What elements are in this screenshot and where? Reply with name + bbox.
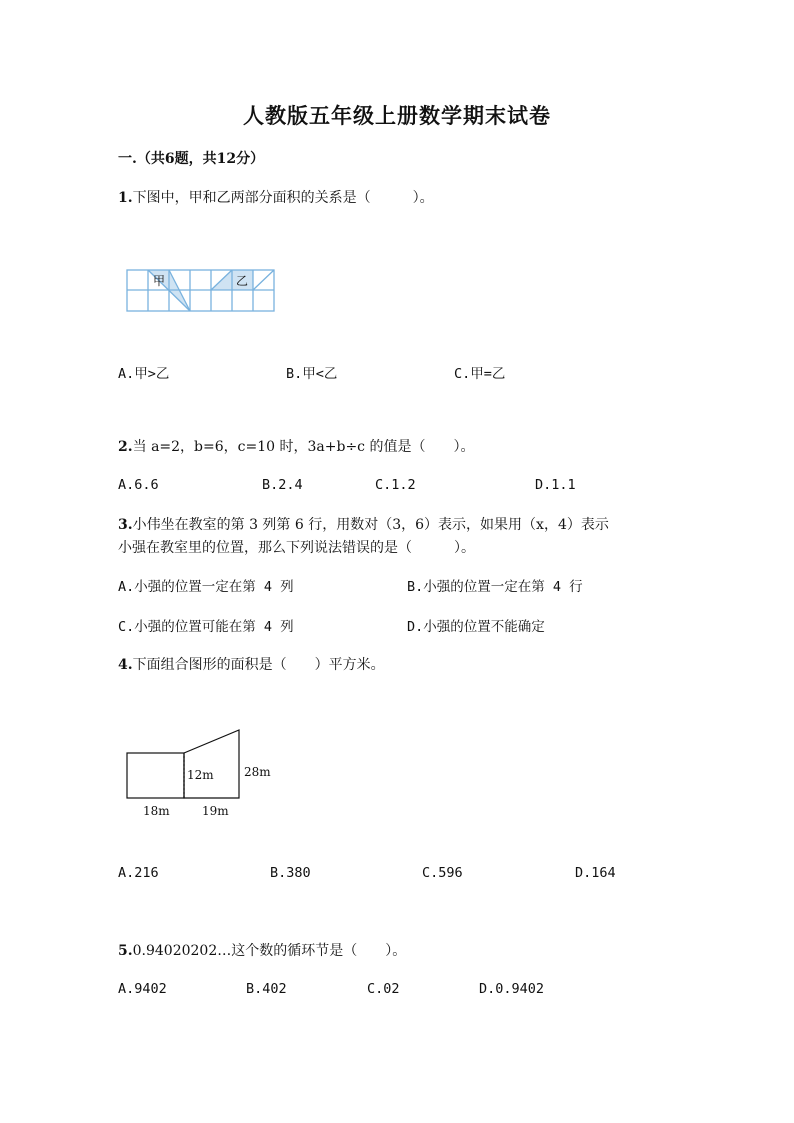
question-3-text-line2: 小强在教室里的位置，那么下列说法错误的是（ ）。	[118, 540, 475, 556]
q2-option-a[interactable]: A.6.6	[118, 477, 159, 493]
question-2-text: 当 a=2，b=6，c=10 时，3a+b÷c 的值是（ ）。	[132, 439, 475, 455]
question-3-number: 3.	[118, 517, 133, 533]
question-2	[118, 436, 474, 456]
q4-option-d[interactable]: D.164	[575, 865, 616, 881]
q3-option-c[interactable]: C.小强的位置可能在第 4 列	[118, 619, 294, 635]
grid-figure	[126, 268, 278, 314]
question-5-text: 0.94020202…这个数的循环节是（ ）。	[132, 943, 407, 959]
q4-option-c[interactable]: C.596	[422, 865, 463, 881]
question-1-number: 1.	[118, 190, 133, 206]
q3-option-d[interactable]: D.小强的位置不能确定	[407, 619, 545, 635]
question-3	[118, 514, 609, 534]
q1-option-a[interactable]: A.甲>乙	[118, 366, 170, 382]
question-4	[118, 654, 385, 674]
rectangle-part	[127, 753, 184, 798]
q4-option-b[interactable]: B.380	[270, 865, 311, 881]
question-4-number: 4.	[118, 657, 133, 673]
dim-base-left: 18m	[143, 804, 170, 818]
q4-option-a[interactable]: A.216	[118, 865, 159, 881]
composite-figure	[120, 726, 280, 820]
question-5-number: 5.	[118, 943, 133, 959]
question-1-text: 下图中，甲和乙两部分面积的关系是（ ）。	[132, 190, 434, 206]
dim-base-right: 19m	[202, 804, 229, 818]
q5-option-b[interactable]: B.402	[246, 981, 287, 997]
q3-option-b[interactable]: B.小强的位置一定在第 4 行	[407, 579, 583, 595]
q2-option-b[interactable]: B.2.4	[262, 477, 303, 493]
q5-option-a[interactable]: A.9402	[118, 981, 167, 997]
dim-height-left: 12m	[187, 768, 214, 782]
q3-option-a[interactable]: A.小强的位置一定在第 4 列	[118, 579, 294, 595]
dim-height-right: 28m	[244, 765, 271, 779]
label-b: 乙	[236, 274, 249, 288]
label-a: 甲	[153, 274, 166, 288]
q2-option-d[interactable]: D.1.1	[535, 477, 576, 493]
q1-option-b[interactable]: B.甲<乙	[286, 366, 338, 382]
q1-option-c[interactable]: C.甲=乙	[454, 366, 506, 382]
question-2-number: 2.	[118, 439, 133, 455]
section-heading: 一.（共6题，共12分）	[118, 151, 265, 167]
question-3-text-line1: 小伟坐在教室的第 3 列第 6 行，用数对（3，6）表示，如果用（x，4）表示	[132, 517, 609, 533]
q2-option-c[interactable]: C.1.2	[375, 477, 416, 493]
q5-option-d[interactable]: D.0.9402	[479, 981, 545, 997]
question-1	[118, 187, 434, 207]
question-5	[118, 940, 406, 960]
question-4-text: 下面组合图形的面积是（ ）平方米。	[132, 657, 385, 673]
page-title: 人教版五年级上册数学期末试卷	[243, 103, 551, 128]
q5-option-c[interactable]: C.02	[367, 981, 400, 997]
trapezoid-part	[184, 730, 239, 798]
